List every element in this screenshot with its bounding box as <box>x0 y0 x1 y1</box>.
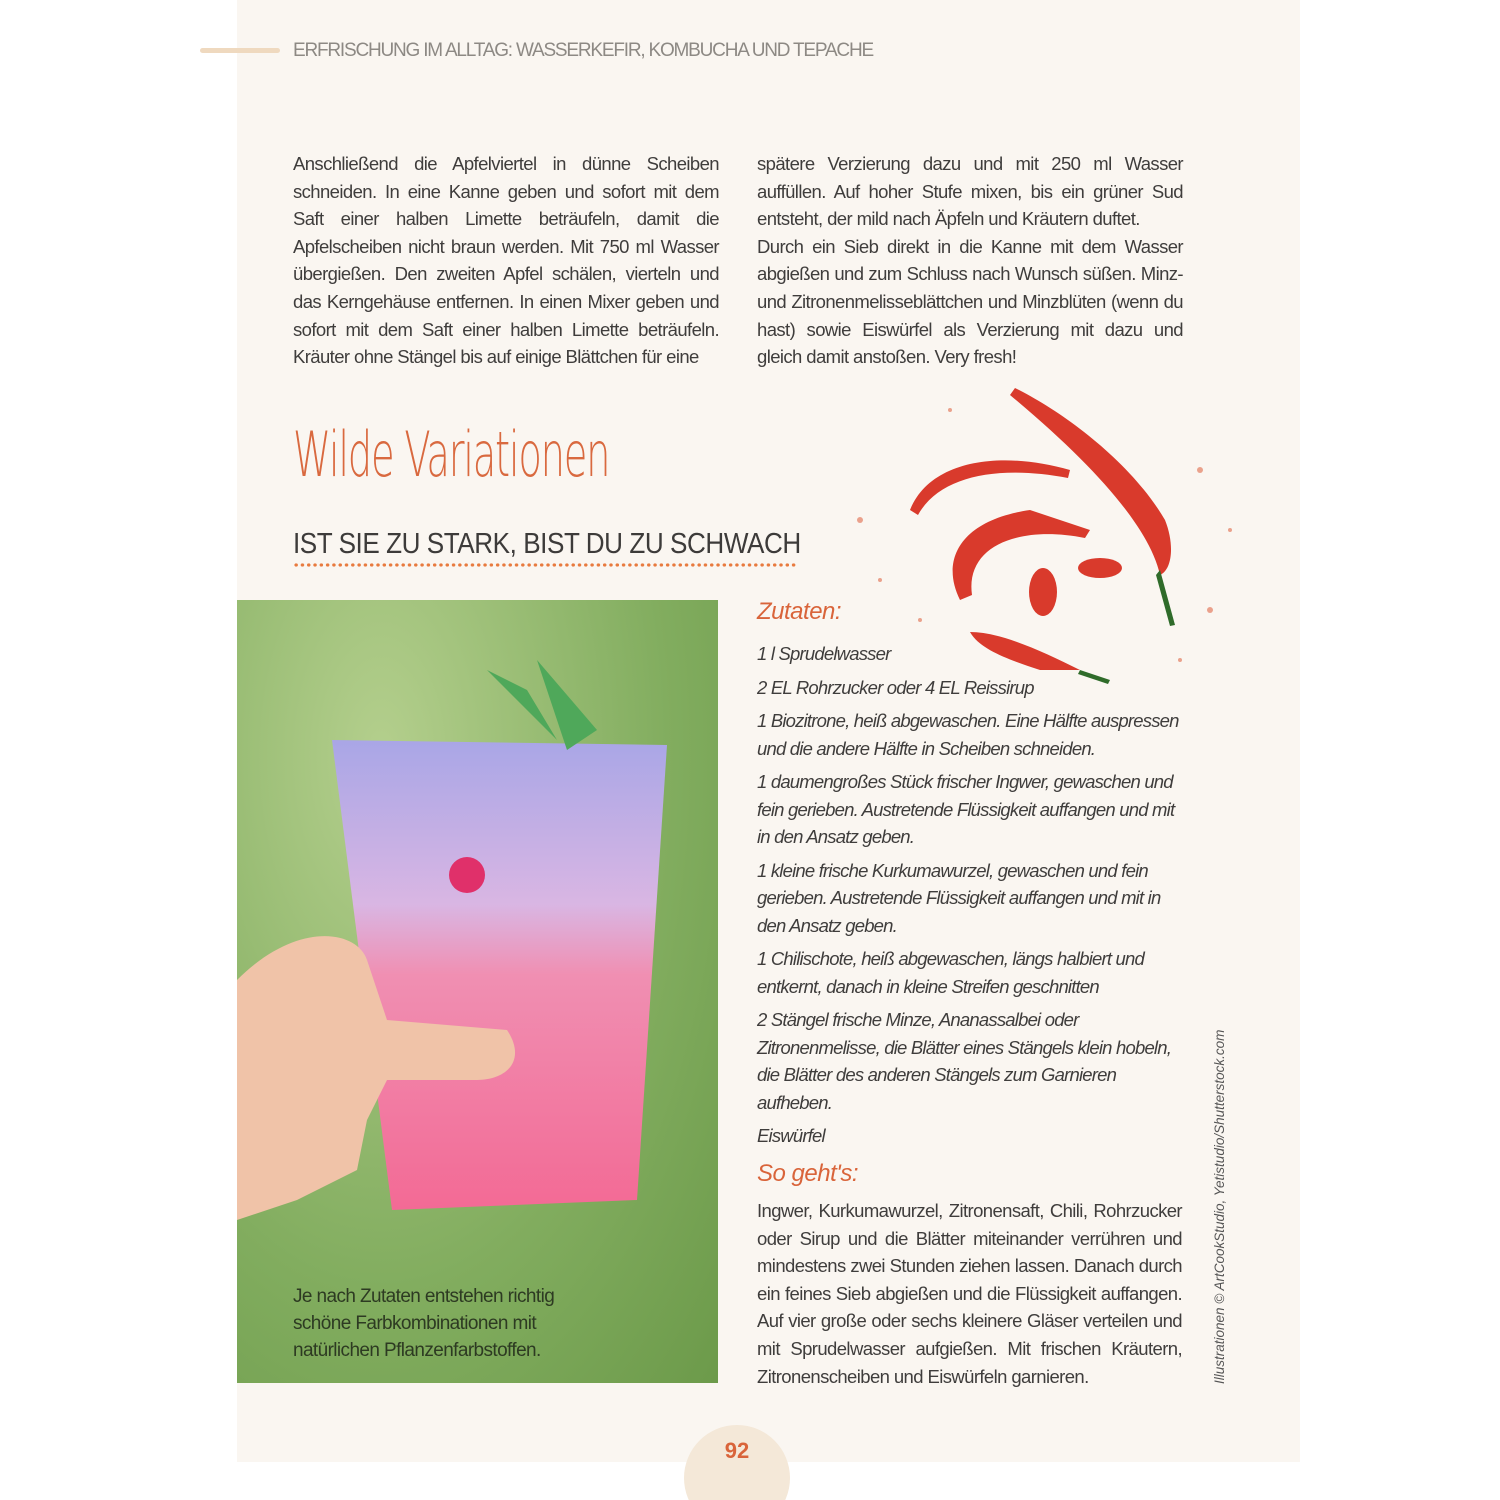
chili-pepper <box>1010 388 1171 575</box>
intro-paragraph: Durch ein Sieb direkt in die Kanne mit dem Wasser abgießen und zum Schluss nach Wunsch süßen. Minz- und Zitronenmelisseblättchen und Minzblüten (wenn du hast) sowie Eiswürfel als Verzierung mit dazu und gleich damit anstoßen. Very fresh! <box>757 235 1183 368</box>
intro-right-column <box>757 150 1183 371</box>
chili-pepper <box>910 460 1070 515</box>
ingredient-item: 1 daumengroßes Stück frischer Ingwer, gewaschen und fein gerieben. Austretende Flüssigkeit auffangen und mit in den Ansatz geben. <box>757 771 1175 847</box>
section-title: Wilde Variationen <box>293 418 610 491</box>
header-bar <box>200 48 280 53</box>
method-text: Ingwer, Kurkumawurzel, Zitronensaft, Chili, Rohrzucker oder Sirup und die Blätter miteinander verrühren und mindestens zwei Stunden ziehen lassen. Danach durch ein feines Sieb abgießen und die Flüssigkeit auffangen. Auf vier große oder sechs kleinere Gläser verteilen und mit Sprudelwasser aufgießen. Mit frischen Kräutern, Zitronenscheiben und Eiswürfeln garnieren. <box>757 1200 1182 1387</box>
dotted-underline <box>293 563 798 567</box>
ingredient-item: Eiswürfel <box>757 1125 825 1146</box>
ingredient-item: 1 Chilischote, heiß abgewaschen, längs halbiert und entkernt, danach in kleine Streifen geschnitten <box>757 948 1145 997</box>
image-credit: Illustrationen © ArtCookStudio, Yetistudio/Shutterstock.com <box>1212 1029 1227 1384</box>
intro-left-column: Anschließend die Apfelviertel in dünne Scheiben schneiden. In eine Kanne geben und sofort mit dem Saft einer halben Limette beträufeln, damit die Apfelscheiben nicht braun werden. Mit 750 ml Wasser übergießen. Den zweiten Apfel schälen, vierteln und das Kerngehäuse entfernen. In einen Mixer geben und sofort mit dem Saft einer halben Limette beträufeln. Kräuter ohne Stängel bis auf einige Blättchen für eine <box>293 153 719 368</box>
running-title: ERFRISCHUNG IM ALLTAG: WASSERKEFIR, KOMBUCHA UND TEPACHE <box>293 40 873 61</box>
ingredient-item: 2 Stängel frische Minze, Ananassalbei oder Zitronenmelisse, die Blätter eines Stängels klein hobeln, die Blätter des anderen Stängels zum Garnieren aufheben. <box>757 1009 1172 1113</box>
glass-illustration <box>237 600 718 1383</box>
ingredient-item: 1 kleine frische Kurkumawurzel, gewaschen und fein gerieben. Austretende Flüssigkeit auffangen und mit in den Ansatz geben. <box>757 859 1161 936</box>
ingredient-item: 1 Biozitrone, heiß abgewaschen. Eine Hälfte auspressen und die andere Hälfte in Scheiben schneiden. <box>757 710 1179 759</box>
photo-caption: Je nach Zutaten entstehen richtig schöne Farbkombinationen mit natürlichen Pflanzenfarbstoffen. <box>293 1286 555 1361</box>
chili-pepper <box>953 510 1090 600</box>
chili-slice <box>1029 568 1057 616</box>
recipe-title: IST SIE ZU STARK, BIST DU ZU SCHWACH <box>293 528 801 560</box>
intro-paragraph: spätere Verzierung dazu und mit 250 ml Wasser auffüllen. Auf hoher Stufe mixen, bis ein grüner Sud entsteht, der mild nach Äpfeln und Kräutern duftet. <box>757 153 1183 230</box>
method-heading: So geht's: <box>757 1160 858 1187</box>
drink-photo <box>237 600 718 1383</box>
ingredients-heading: Zutaten: <box>757 598 842 625</box>
ingredient-item: 1 l Sprudelwasser <box>757 643 891 664</box>
chili-slice <box>1078 558 1122 578</box>
page-number: 92 <box>724 1438 750 1463</box>
ingredients-list <box>757 640 1187 1156</box>
ingredient-item: 2 EL Rohrzucker oder 4 EL Reissirup <box>757 676 1034 698</box>
